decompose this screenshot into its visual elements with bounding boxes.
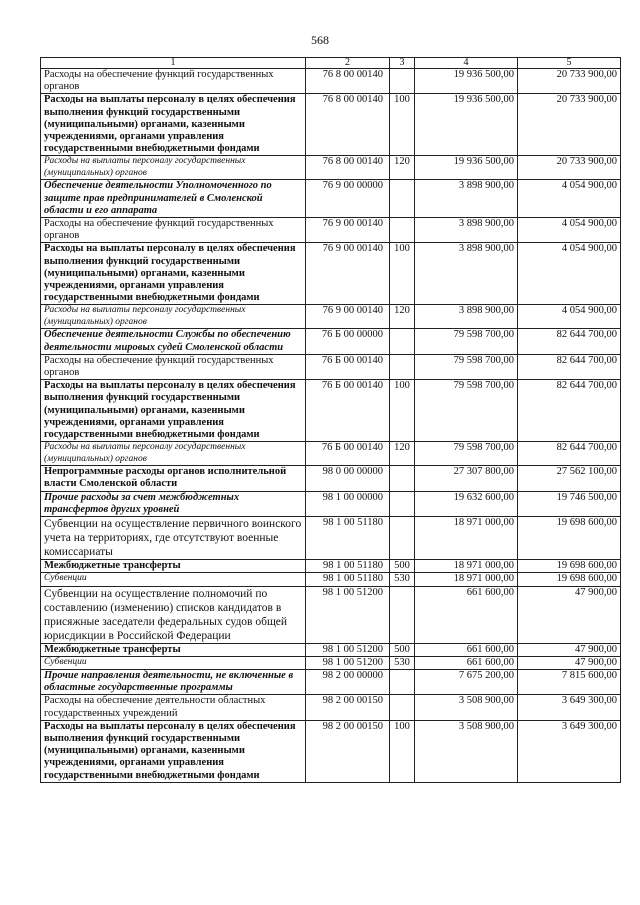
row-vr bbox=[390, 466, 415, 491]
row-sum-year2: 20 733 900,00 bbox=[518, 94, 621, 156]
row-code: 98 1 00 51200 bbox=[306, 656, 390, 669]
row-name: Межбюджетные трансферты bbox=[41, 643, 306, 656]
row-code: 76 Б 00 00140 bbox=[306, 442, 390, 466]
row-sum-year1: 18 971 000,00 bbox=[415, 573, 518, 586]
row-name: Расходы на обеспечение функций государственных органов bbox=[41, 218, 306, 243]
row-vr: 100 bbox=[390, 243, 415, 305]
row-vr: 100 bbox=[390, 380, 415, 442]
table-row bbox=[41, 695, 621, 720]
header-col-1: 1 bbox=[41, 58, 306, 69]
row-sum-year1: 79 598 700,00 bbox=[415, 329, 518, 354]
row-name: Расходы на выплаты персоналу государственных (муниципальных) органов bbox=[41, 156, 306, 180]
row-sum-year1: 3 898 900,00 bbox=[415, 180, 518, 218]
row-sum-year1: 3 898 900,00 bbox=[415, 243, 518, 305]
row-sum-year2: 82 644 700,00 bbox=[518, 329, 621, 354]
table-row bbox=[41, 491, 621, 516]
row-sum-year2: 4 054 900,00 bbox=[518, 243, 621, 305]
row-sum-year2: 19 698 600,00 bbox=[518, 573, 621, 586]
row-code: 98 1 00 51180 bbox=[306, 573, 390, 586]
row-name: Прочие расходы за счет межбюджетных трансфертов других уровней bbox=[41, 491, 306, 516]
table-row bbox=[41, 669, 621, 694]
row-sum-year2: 20 733 900,00 bbox=[518, 69, 621, 94]
row-code: 98 0 00 00000 bbox=[306, 466, 390, 491]
table-header-row bbox=[41, 58, 621, 69]
row-name: Расходы на обеспечение деятельности областных государственных учреждений bbox=[41, 695, 306, 720]
table-row bbox=[41, 442, 621, 466]
row-name: Расходы на выплаты персоналу государственных (муниципальных) органов bbox=[41, 305, 306, 329]
header-col-5: 5 bbox=[518, 58, 621, 69]
row-vr bbox=[390, 669, 415, 694]
row-name: Субвенции bbox=[41, 656, 306, 669]
table-row bbox=[41, 586, 621, 643]
row-vr: 500 bbox=[390, 643, 415, 656]
row-name: Субвенции на осуществление полномочий по составлению (изменению) списков кандидатов в присяжные заседатели федеральных судов общей юрисдикции в Российской Федерации bbox=[41, 586, 306, 643]
row-code: 76 9 00 00000 bbox=[306, 180, 390, 218]
row-code: 98 1 00 51180 bbox=[306, 560, 390, 573]
row-vr bbox=[390, 695, 415, 720]
header-col-4: 4 bbox=[415, 58, 518, 69]
table-row bbox=[41, 329, 621, 354]
table-row bbox=[41, 720, 621, 782]
row-sum-year2: 47 900,00 bbox=[518, 643, 621, 656]
row-name: Межбюджетные трансферты bbox=[41, 560, 306, 573]
row-vr: 120 bbox=[390, 442, 415, 466]
row-sum-year1: 79 598 700,00 bbox=[415, 442, 518, 466]
row-name: Расходы на выплаты персоналу в целях обеспечения выполнения функций государственными (муниципальными) органами, казенными учреждениями, органами управления государственными внебюджетными фондами bbox=[41, 243, 306, 305]
row-code: 76 Б 00 00140 bbox=[306, 380, 390, 442]
row-code: 76 8 00 00140 bbox=[306, 156, 390, 180]
table-row bbox=[41, 156, 621, 180]
table-row bbox=[41, 656, 621, 669]
table-row bbox=[41, 180, 621, 218]
row-name: Субвенции на осуществление первичного воинского учета на территориях, где отсутствуют военные комиссариаты bbox=[41, 517, 306, 560]
row-code: 76 Б 00 00140 bbox=[306, 354, 390, 379]
row-code: 98 1 00 00000 bbox=[306, 491, 390, 516]
row-vr: 120 bbox=[390, 156, 415, 180]
row-sum-year1: 661 600,00 bbox=[415, 586, 518, 643]
row-vr bbox=[390, 69, 415, 94]
row-vr bbox=[390, 517, 415, 560]
row-code: 98 1 00 51200 bbox=[306, 586, 390, 643]
table-row bbox=[41, 573, 621, 586]
row-sum-year2: 3 649 300,00 bbox=[518, 695, 621, 720]
row-vr: 100 bbox=[390, 94, 415, 156]
row-sum-year1: 7 675 200,00 bbox=[415, 669, 518, 694]
row-sum-year1: 18 971 000,00 bbox=[415, 517, 518, 560]
row-vr bbox=[390, 491, 415, 516]
budget-table bbox=[40, 57, 621, 783]
row-sum-year1: 19 936 500,00 bbox=[415, 69, 518, 94]
row-sum-year2: 47 900,00 bbox=[518, 586, 621, 643]
table-row bbox=[41, 517, 621, 560]
row-name: Расходы на обеспечение функций государственных органов bbox=[41, 69, 306, 94]
row-vr: 120 bbox=[390, 305, 415, 329]
row-code: 76 8 00 00140 bbox=[306, 94, 390, 156]
row-sum-year1: 27 307 800,00 bbox=[415, 466, 518, 491]
row-name: Расходы на выплаты персоналу государственных (муниципальных) органов bbox=[41, 442, 306, 466]
row-sum-year1: 3 508 900,00 bbox=[415, 695, 518, 720]
row-code: 76 Б 00 00000 bbox=[306, 329, 390, 354]
row-vr: 530 bbox=[390, 573, 415, 586]
table-row bbox=[41, 354, 621, 379]
table-row bbox=[41, 560, 621, 573]
row-code: 98 2 00 00150 bbox=[306, 720, 390, 782]
table-row bbox=[41, 218, 621, 243]
row-code: 98 2 00 00000 bbox=[306, 669, 390, 694]
header-col-2: 2 bbox=[306, 58, 390, 69]
row-sum-year1: 19 632 600,00 bbox=[415, 491, 518, 516]
row-sum-year1: 19 936 500,00 bbox=[415, 156, 518, 180]
row-name: Непрограммные расходы органов исполнительной власти Смоленской области bbox=[41, 466, 306, 491]
row-code: 98 2 00 00150 bbox=[306, 695, 390, 720]
row-code: 76 9 00 00140 bbox=[306, 243, 390, 305]
row-sum-year1: 79 598 700,00 bbox=[415, 380, 518, 442]
row-name: Прочие направления деятельности, не включенные в областные государственные программы bbox=[41, 669, 306, 694]
row-sum-year1: 18 971 000,00 bbox=[415, 560, 518, 573]
row-code: 76 9 00 00140 bbox=[306, 305, 390, 329]
row-vr: 500 bbox=[390, 560, 415, 573]
row-vr bbox=[390, 354, 415, 379]
row-vr bbox=[390, 329, 415, 354]
row-sum-year2: 4 054 900,00 bbox=[518, 218, 621, 243]
page-number: 568 bbox=[311, 33, 329, 47]
row-sum-year1: 19 936 500,00 bbox=[415, 94, 518, 156]
row-name: Субвенции bbox=[41, 573, 306, 586]
row-code: 76 8 00 00140 bbox=[306, 69, 390, 94]
row-vr bbox=[390, 180, 415, 218]
row-vr bbox=[390, 586, 415, 643]
row-sum-year1: 79 598 700,00 bbox=[415, 354, 518, 379]
row-name: Обеспечение деятельности Уполномоченного по защите прав предпринимателей в Смоленской области и его аппарата bbox=[41, 180, 306, 218]
row-sum-year2: 19 698 600,00 bbox=[518, 560, 621, 573]
row-name: Расходы на выплаты персоналу в целях обеспечения выполнения функций государственными (муниципальными) органами, казенными учреждениями, органами управления государственными внебюджетными фондами bbox=[41, 380, 306, 442]
row-vr bbox=[390, 218, 415, 243]
row-name: Расходы на выплаты персоналу в целях обеспечения выполнения функций государственными (муниципальными) органами, казенными учреждениями, органами управления государственными внебюджетными фондами bbox=[41, 720, 306, 782]
row-name: Обеспечение деятельности Службы по обеспечению деятельности мировых судей Смоленской области bbox=[41, 329, 306, 354]
row-sum-year2: 4 054 900,00 bbox=[518, 305, 621, 329]
row-sum-year2: 19 698 600,00 bbox=[518, 517, 621, 560]
row-sum-year2: 47 900,00 bbox=[518, 656, 621, 669]
row-sum-year2: 82 644 700,00 bbox=[518, 442, 621, 466]
row-sum-year1: 661 600,00 bbox=[415, 643, 518, 656]
header-col-3: 3 bbox=[390, 58, 415, 69]
row-name: Расходы на выплаты персоналу в целях обеспечения выполнения функций государственными (муниципальными) органами, казенными учреждениями, органами управления государственными внебюджетными фондами bbox=[41, 94, 306, 156]
row-sum-year2: 20 733 900,00 bbox=[518, 156, 621, 180]
row-sum-year2: 82 644 700,00 bbox=[518, 380, 621, 442]
table-row bbox=[41, 94, 621, 156]
table-row bbox=[41, 305, 621, 329]
table-row bbox=[41, 380, 621, 442]
row-code: 76 9 00 00140 bbox=[306, 218, 390, 243]
row-sum-year2: 7 815 600,00 bbox=[518, 669, 621, 694]
table-row bbox=[41, 643, 621, 656]
table-row bbox=[41, 69, 621, 94]
row-sum-year2: 19 746 500,00 bbox=[518, 491, 621, 516]
row-sum-year2: 4 054 900,00 bbox=[518, 180, 621, 218]
row-sum-year1: 3 898 900,00 bbox=[415, 305, 518, 329]
row-vr: 530 bbox=[390, 656, 415, 669]
row-code: 98 1 00 51200 bbox=[306, 643, 390, 656]
table-row bbox=[41, 243, 621, 305]
row-sum-year1: 3 508 900,00 bbox=[415, 720, 518, 782]
table-row bbox=[41, 466, 621, 491]
row-code: 98 1 00 51180 bbox=[306, 517, 390, 560]
row-name: Расходы на обеспечение функций государственных органов bbox=[41, 354, 306, 379]
row-sum-year2: 3 649 300,00 bbox=[518, 720, 621, 782]
row-sum-year1: 3 898 900,00 bbox=[415, 218, 518, 243]
row-vr: 100 bbox=[390, 720, 415, 782]
row-sum-year1: 661 600,00 bbox=[415, 656, 518, 669]
row-sum-year2: 27 562 100,00 bbox=[518, 466, 621, 491]
row-sum-year2: 82 644 700,00 bbox=[518, 354, 621, 379]
